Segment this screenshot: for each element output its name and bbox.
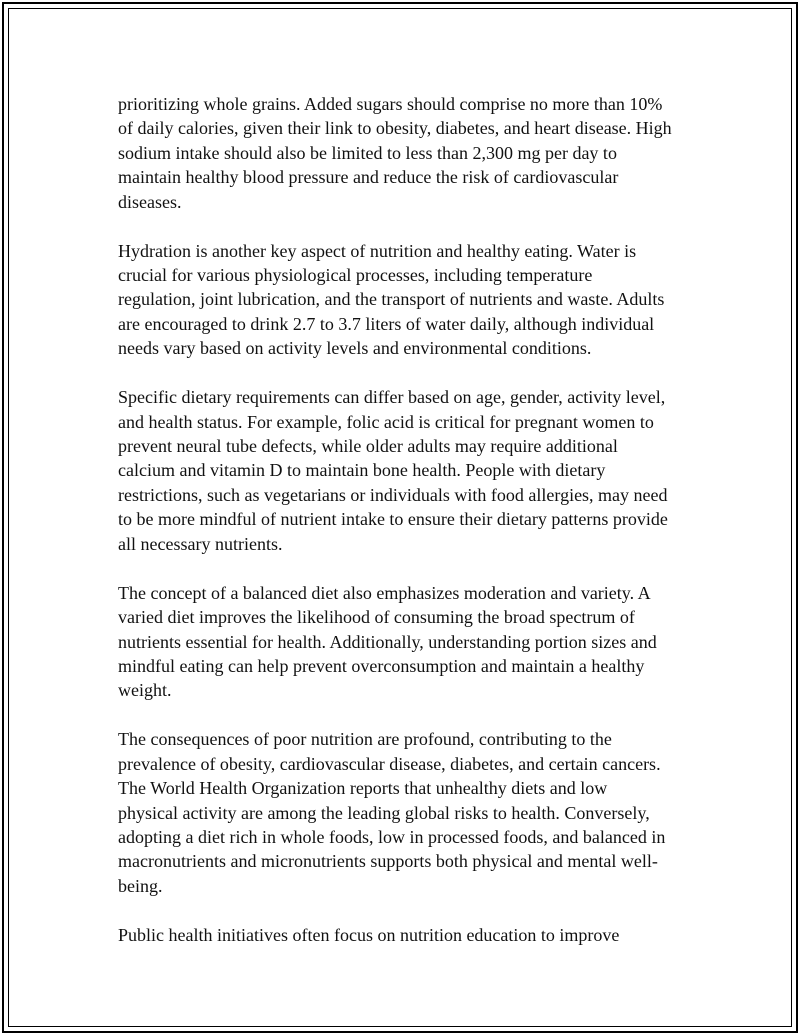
- text-line: restrictions, such as vegetarians or individuals with food allergies, may need: [118, 484, 668, 505]
- text-line: prioritizing whole grains. Added sugars should comprise no more than 10%: [118, 94, 663, 114]
- text-line: weight.: [118, 680, 172, 701]
- text-line: mindful eating can help prevent overconsumption and maintain a healthy: [118, 655, 645, 676]
- paragraph-public-health: [118, 923, 688, 947]
- document-body: [118, 92, 688, 972]
- text-line: calcium and vitamin D to maintain bone health. People with dietary: [118, 460, 606, 481]
- text-line: maintain healthy blood pressure and reduce the risk of cardiovascular: [118, 167, 619, 188]
- text-line: varied diet improves the likelihood of consuming the broad spectrum of: [118, 607, 635, 628]
- paragraph-sugar-sodium: [118, 92, 688, 214]
- text-line: The World Health Organization reports that unhealthy diets and low: [118, 778, 608, 799]
- text-line: macronutrients and micronutrients supports both physical and mental well-: [118, 851, 658, 872]
- text-line: prevent neural tube defects, while older adults may require additional: [118, 436, 618, 457]
- text-line: crucial for various physiological processes, including temperature: [118, 265, 593, 286]
- text-line: needs vary based on activity levels and environmental conditions.: [118, 338, 592, 359]
- text-line: regulation, joint lubrication, and the transport of nutrients and waste. Adults: [118, 289, 665, 310]
- paragraph-poor-nutrition: [118, 727, 688, 898]
- text-line: The consequences of poor nutrition are profound, contributing to the: [118, 729, 612, 750]
- text-line: Public health initiatives often focus on nutrition education to improve: [118, 924, 620, 945]
- text-line: Specific dietary requirements can differ based on age, gender, activity level,: [118, 387, 666, 408]
- text-line: prevalence of obesity, cardiovascular disease, diabetes, and certain cancers.: [118, 753, 661, 774]
- text-line: are encouraged to drink 2.7 to 3.7 liters of water daily, although individual: [118, 313, 655, 334]
- text-line: diseases.: [118, 191, 182, 212]
- text-line: sodium intake should also be limited to less than 2,300 mg per day to: [118, 142, 617, 163]
- text-line: adopting a diet rich in whole foods, low in processed foods, and balanced in: [118, 826, 666, 847]
- text-line: Hydration is another key aspect of nutrition and healthy eating. Water is: [118, 240, 637, 261]
- paragraph-hydration: [118, 239, 688, 361]
- text-line: all necessary nutrients.: [118, 533, 283, 554]
- text-line: nutrients essential for health. Additionally, understanding portion sizes and: [118, 631, 657, 652]
- paragraph-balanced-diet: [118, 581, 688, 703]
- text-line: being.: [118, 875, 163, 896]
- text-line: and health status. For example, folic acid is critical for pregnant women to: [118, 411, 654, 432]
- text-line: physical activity are among the leading global risks to health. Conversely,: [118, 802, 650, 823]
- paragraph-specific-requirements: [118, 385, 688, 556]
- text-line: The concept of a balanced diet also emphasizes moderation and variety. A: [118, 582, 651, 603]
- text-line: of daily calories, given their link to obesity, diabetes, and heart disease. High: [118, 118, 672, 139]
- text-line: to be more mindful of nutrient intake to ensure their dietary patterns provide: [118, 509, 668, 530]
